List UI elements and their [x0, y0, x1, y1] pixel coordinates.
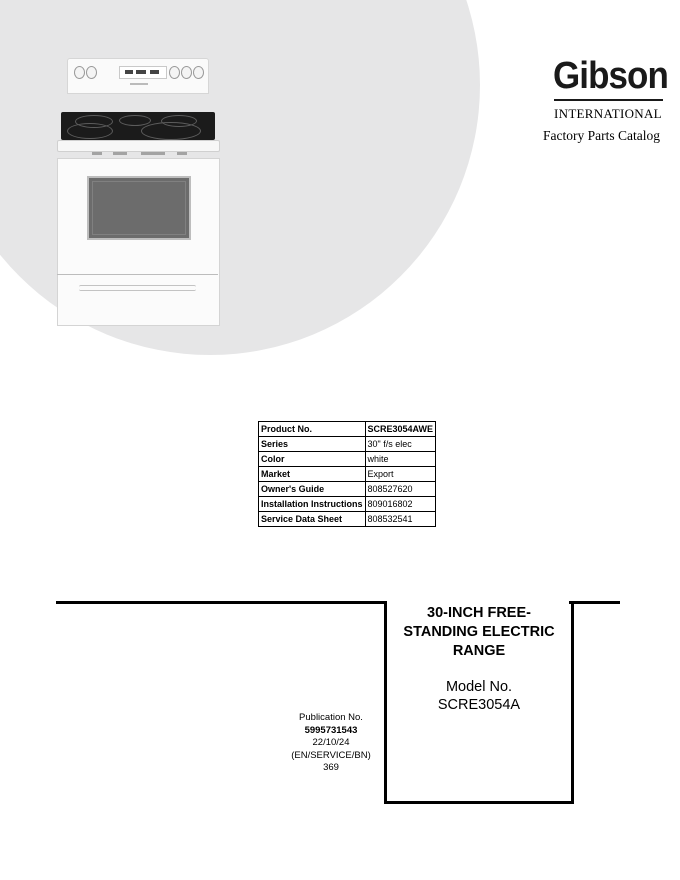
- range-product-image: [57, 58, 218, 324]
- brand-underline: [554, 99, 663, 101]
- range-vent: [92, 152, 102, 155]
- range-knob: [181, 66, 192, 79]
- model-number: SCRE3054A: [437, 697, 521, 713]
- table-row: [259, 497, 436, 512]
- range-vent: [113, 152, 127, 155]
- spec-value: SCRE3054AWE: [365, 422, 436, 437]
- range-drawer-line: [57, 274, 218, 275]
- product-title-line: RANGE: [452, 643, 506, 659]
- spec-label: Owner's Guide: [259, 482, 366, 497]
- spec-value: 809016802: [365, 497, 436, 512]
- range-cooktop: [61, 112, 215, 140]
- range-backguard: [67, 58, 209, 94]
- spec-label: Installation Instructions: [259, 497, 366, 512]
- spec-value: white: [365, 452, 436, 467]
- publication-page: 369: [323, 762, 339, 773]
- publication-number: 5995731543: [304, 724, 358, 736]
- publication-block: [284, 712, 378, 775]
- range-knob: [169, 66, 180, 79]
- spec-value: 808532541: [365, 512, 436, 527]
- table-row: [259, 467, 436, 482]
- table-row: [259, 422, 436, 437]
- publication-code: (EN/SERVICE/BN): [291, 749, 371, 761]
- spec-label: Market: [259, 467, 366, 482]
- range-drawer-handle: [79, 285, 196, 291]
- range-knob: [74, 66, 85, 79]
- table-row: [259, 437, 436, 452]
- range-trim: [57, 140, 220, 152]
- range-oven-window: [87, 176, 191, 240]
- range-knob: [193, 66, 204, 79]
- spec-label: Product No.: [259, 422, 366, 437]
- spec-value: Export: [365, 467, 436, 482]
- table-row: [259, 482, 436, 497]
- range-display: [119, 66, 167, 79]
- frame-rule-left: [56, 601, 386, 604]
- range-label-strip: [130, 83, 148, 85]
- spec-label: Series: [259, 437, 366, 452]
- brand-logo: Gibson: [553, 55, 668, 97]
- range-vent: [177, 152, 187, 155]
- range-vent: [141, 152, 165, 155]
- catalog-label: Factory Parts Catalog: [543, 128, 660, 143]
- frame-rule-right: [569, 601, 620, 604]
- product-title: [387, 604, 571, 661]
- table-row: [259, 512, 436, 527]
- spec-table: [258, 421, 436, 527]
- product-title-line: 30-INCH FREE-: [427, 605, 531, 621]
- spec-value: 30" f/s elec: [365, 437, 436, 452]
- range-knob: [86, 66, 97, 79]
- publication-date: 22/10/24: [312, 737, 350, 748]
- spec-label: Color: [259, 452, 366, 467]
- brand-subtitle: INTERNATIONAL: [554, 106, 662, 121]
- spec-value: 808527620: [365, 482, 436, 497]
- model-label: Model No.: [445, 679, 513, 695]
- product-title-line: STANDING ELECTRIC: [403, 624, 555, 640]
- spec-label: Service Data Sheet: [259, 512, 366, 527]
- table-row: [259, 452, 436, 467]
- publication-label: Publication No.: [299, 712, 363, 723]
